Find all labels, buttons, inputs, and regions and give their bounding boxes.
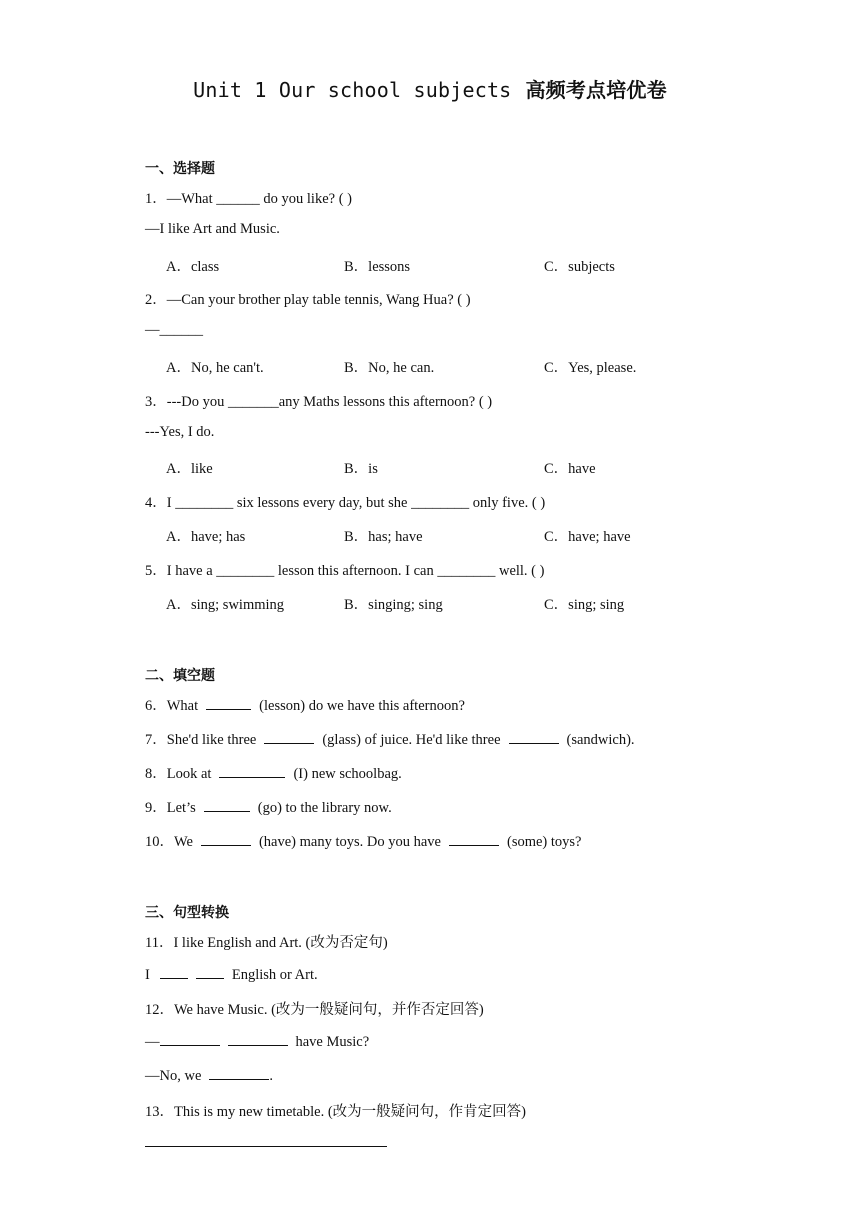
answer-blank[interactable] [228, 1032, 288, 1046]
option-c: C．Yes, please. [544, 360, 637, 376]
answer-blank[interactable] [219, 764, 285, 778]
answer-blank[interactable] [449, 832, 499, 846]
question-2-response: —______ [145, 322, 203, 338]
answer-blank[interactable] [204, 798, 250, 812]
question-12-answer-question [145, 1032, 369, 1051]
answer-blank[interactable] [209, 1066, 269, 1080]
section-heading-choice: 一、选择题 [145, 161, 215, 177]
question-1-prompt: 1．—What ______ do you like? ( ) [145, 191, 352, 207]
question-10-text-end: (some) toys? [506, 834, 582, 850]
option-b: B．is [344, 461, 378, 477]
option-b: B．singing; sing [344, 597, 443, 613]
question-12-prompt: 12．We have Music. (改为一般疑问句，并作否定回答) [145, 1002, 484, 1018]
question-10-text: 10．We [145, 834, 193, 850]
question-6 [145, 694, 465, 715]
question-10 [145, 830, 581, 851]
question-1-response: —I like Art and Music. [145, 221, 280, 237]
question-12-dash: — [145, 1034, 160, 1050]
option-b: B．lessons [344, 259, 411, 275]
answer-blank[interactable] [264, 730, 314, 744]
section-heading-transform: 三、句型转换 [145, 905, 229, 921]
question-7-text-mid: (glass) of juice. He'd like three [322, 732, 501, 748]
question-11-answer-end: English or Art. [231, 967, 318, 983]
question-13-answer-line[interactable] [145, 1146, 387, 1147]
question-12-answer-end: have Music? [295, 1034, 370, 1050]
answer-blank[interactable] [196, 965, 224, 979]
option-c: C．have; have [544, 529, 631, 545]
option-c: C．sing; sing [544, 597, 625, 613]
question-9-text-end: (go) to the library now. [257, 800, 392, 816]
question-4-prompt: 4．I ________ six lessons every day, but she ________ only five. ( ) [145, 495, 546, 511]
question-3-prompt: 3．---Do you _______any Maths lessons this afternoon? ( ) [145, 394, 493, 410]
question-6-text-end: (lesson) do we have this afternoon? [259, 698, 465, 714]
question-7 [145, 728, 635, 749]
question-11-prompt: 11．I like English and Art. (改为否定句) [145, 935, 388, 951]
title-chinese: 高频考点培优卷 [525, 78, 667, 102]
answer-blank[interactable] [206, 696, 251, 710]
option-c: C．have [544, 461, 596, 477]
page-title [0, 74, 860, 103]
question-8-text: 8．Look at [145, 766, 212, 782]
question-11-answer [145, 965, 318, 984]
question-8-text-end: (I) new schoolbag. [293, 766, 402, 782]
question-11-answer-start: I [145, 967, 150, 983]
option-a: A．like [166, 461, 213, 477]
question-12-answer-reply [145, 1066, 273, 1085]
option-b: B．has; have [344, 529, 423, 545]
question-10-text-mid: (have) many toys. Do you have [258, 834, 441, 850]
question-2-prompt: 2．—Can your brother play table tennis, Wang Hua? ( ) [145, 292, 471, 308]
option-b: B．No, he can. [344, 360, 435, 376]
question-3-response: ---Yes, I do. [145, 424, 215, 440]
answer-blank[interactable] [160, 965, 188, 979]
question-7-text: 7．She'd like three [145, 732, 257, 748]
question-9-text: 9．Let’s [145, 800, 196, 816]
question-13-prompt: 13．This is my new timetable. (改为一般疑问句，作肯定回答) [145, 1104, 526, 1120]
question-6-text: 6．What [145, 698, 199, 714]
question-9 [145, 796, 392, 817]
question-8 [145, 762, 402, 783]
option-a: A．sing; swimming [166, 597, 285, 613]
question-5-prompt: 5．I have a ________ lesson this afternoon. I can ________ well. ( ) [145, 563, 545, 579]
answer-blank[interactable] [201, 832, 251, 846]
title-english: Unit 1 Our school subjects [193, 78, 512, 102]
option-a: A．class [166, 259, 220, 275]
question-7-text-end: (sandwich). [566, 732, 635, 748]
section-heading-fill-in: 二、填空题 [145, 668, 215, 684]
option-c: C．subjects [544, 259, 615, 275]
answer-blank[interactable] [509, 730, 559, 744]
answer-blank[interactable] [160, 1032, 220, 1046]
question-12-reply-end: . [269, 1068, 274, 1084]
option-a: A．have; has [166, 529, 246, 545]
option-a: A．No, he can't. [166, 360, 264, 376]
question-12-reply-start: —No, we [145, 1068, 202, 1084]
